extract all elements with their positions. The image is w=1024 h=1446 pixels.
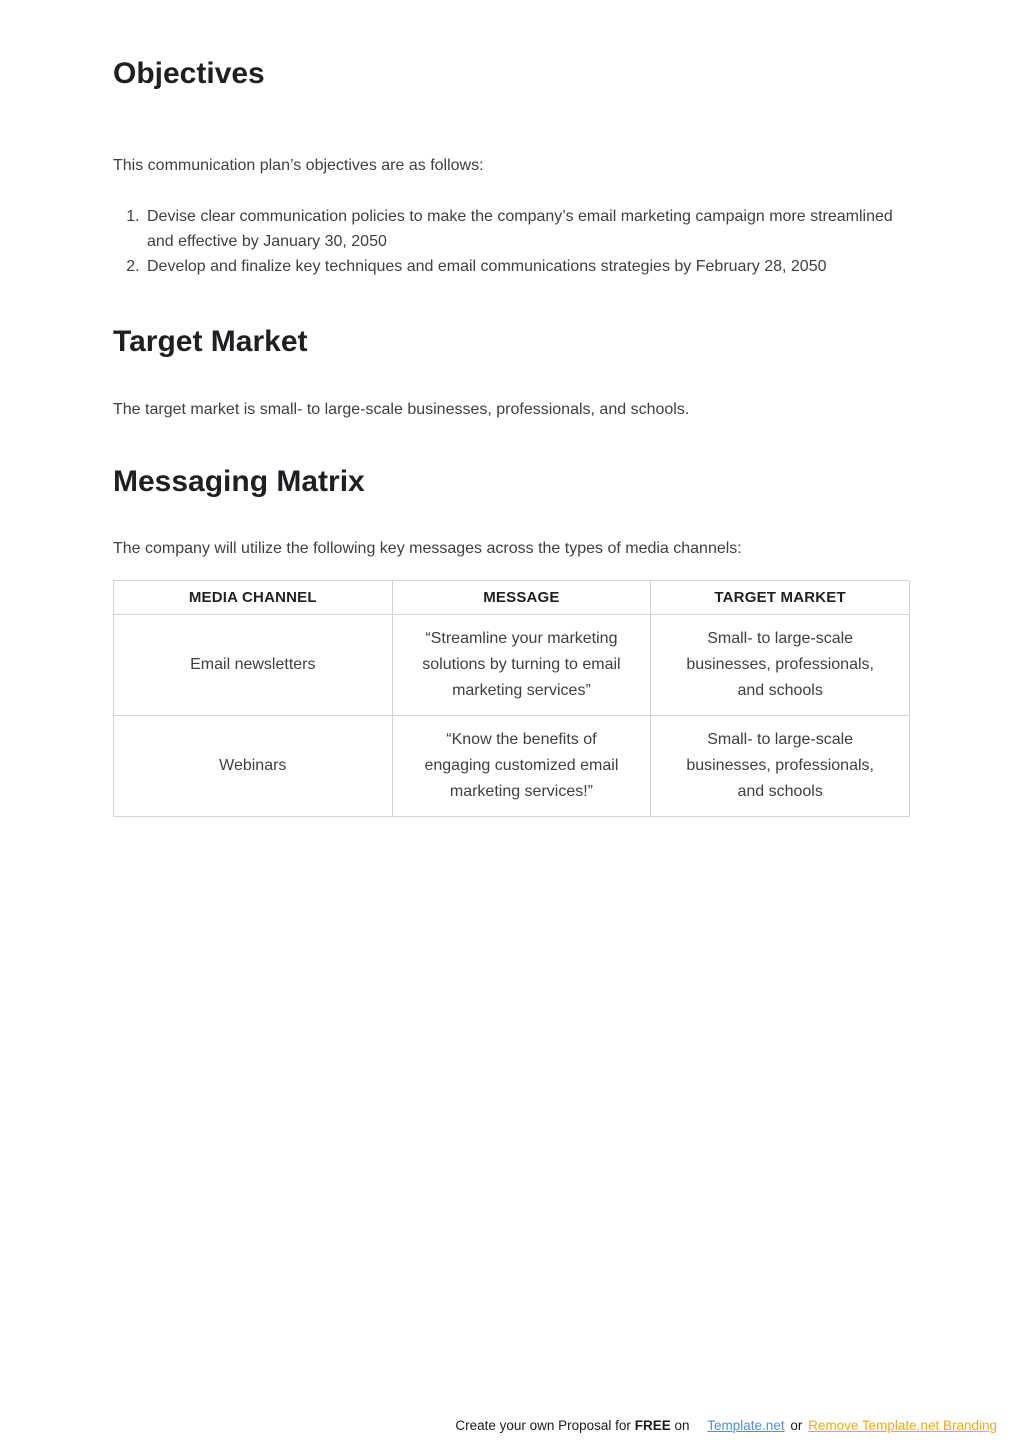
footer-branding: [455, 1418, 997, 1433]
objectives-list: [113, 204, 910, 279]
objectives-intro: This communication plan’s objectives are as follows:: [113, 156, 484, 174]
messaging-matrix-table: [113, 580, 910, 817]
messaging-matrix-intro: The company will utilize the following key messages across the types of media channels:: [113, 539, 742, 557]
objectives-list-item-2: 2. Develop and finalize key techniques and email communications strategies by February 28, 2050: [144, 254, 910, 279]
table-header-row: [114, 580, 910, 614]
target-market-intro: The target market is small- to large-scale businesses, professionals, and schools.: [113, 401, 690, 418]
footer-text: Create your own Proposal for: [455, 1418, 631, 1433]
cell-message: “Know the benefits of engaging customized email marketing services!”: [392, 715, 651, 816]
footer-or-label: or: [790, 1418, 803, 1433]
cell-target-market: Small- to large-scale businesses, professionals, and schools: [651, 614, 910, 715]
table-row: [114, 715, 910, 816]
cell-media-channel: Email newsletters: [114, 614, 393, 715]
table-header-target-market: TARGET MARKET: [651, 580, 910, 614]
footer-on-label: on: [674, 1418, 690, 1433]
remove-branding-link[interactable]: Remove Template.net Branding: [808, 1418, 997, 1433]
cell-target-market: Small- to large-scale businesses, professionals, and schools: [651, 715, 910, 816]
footer-free-label: FREE: [634, 1418, 671, 1433]
heading-messaging-matrix: Messaging Matrix: [113, 465, 365, 498]
cell-message: “Streamline your marketing solutions by turning to email marketing services”: [392, 614, 651, 715]
heading-target-market: Target Market: [113, 324, 308, 358]
table-row: [114, 614, 910, 715]
table-header-message: MESSAGE: [392, 580, 651, 614]
objectives-list-item-1: 1. Devise clear communication policies to make the company’s email marketing campaign more streamlined and effective by January 30, 2050: [144, 204, 910, 254]
table-header-media-channel: MEDIA CHANNEL: [114, 580, 393, 614]
heading-objectives: Objectives: [113, 57, 265, 90]
cell-media-channel: Webinars: [114, 715, 393, 816]
template-net-link[interactable]: Template.net: [707, 1418, 785, 1433]
